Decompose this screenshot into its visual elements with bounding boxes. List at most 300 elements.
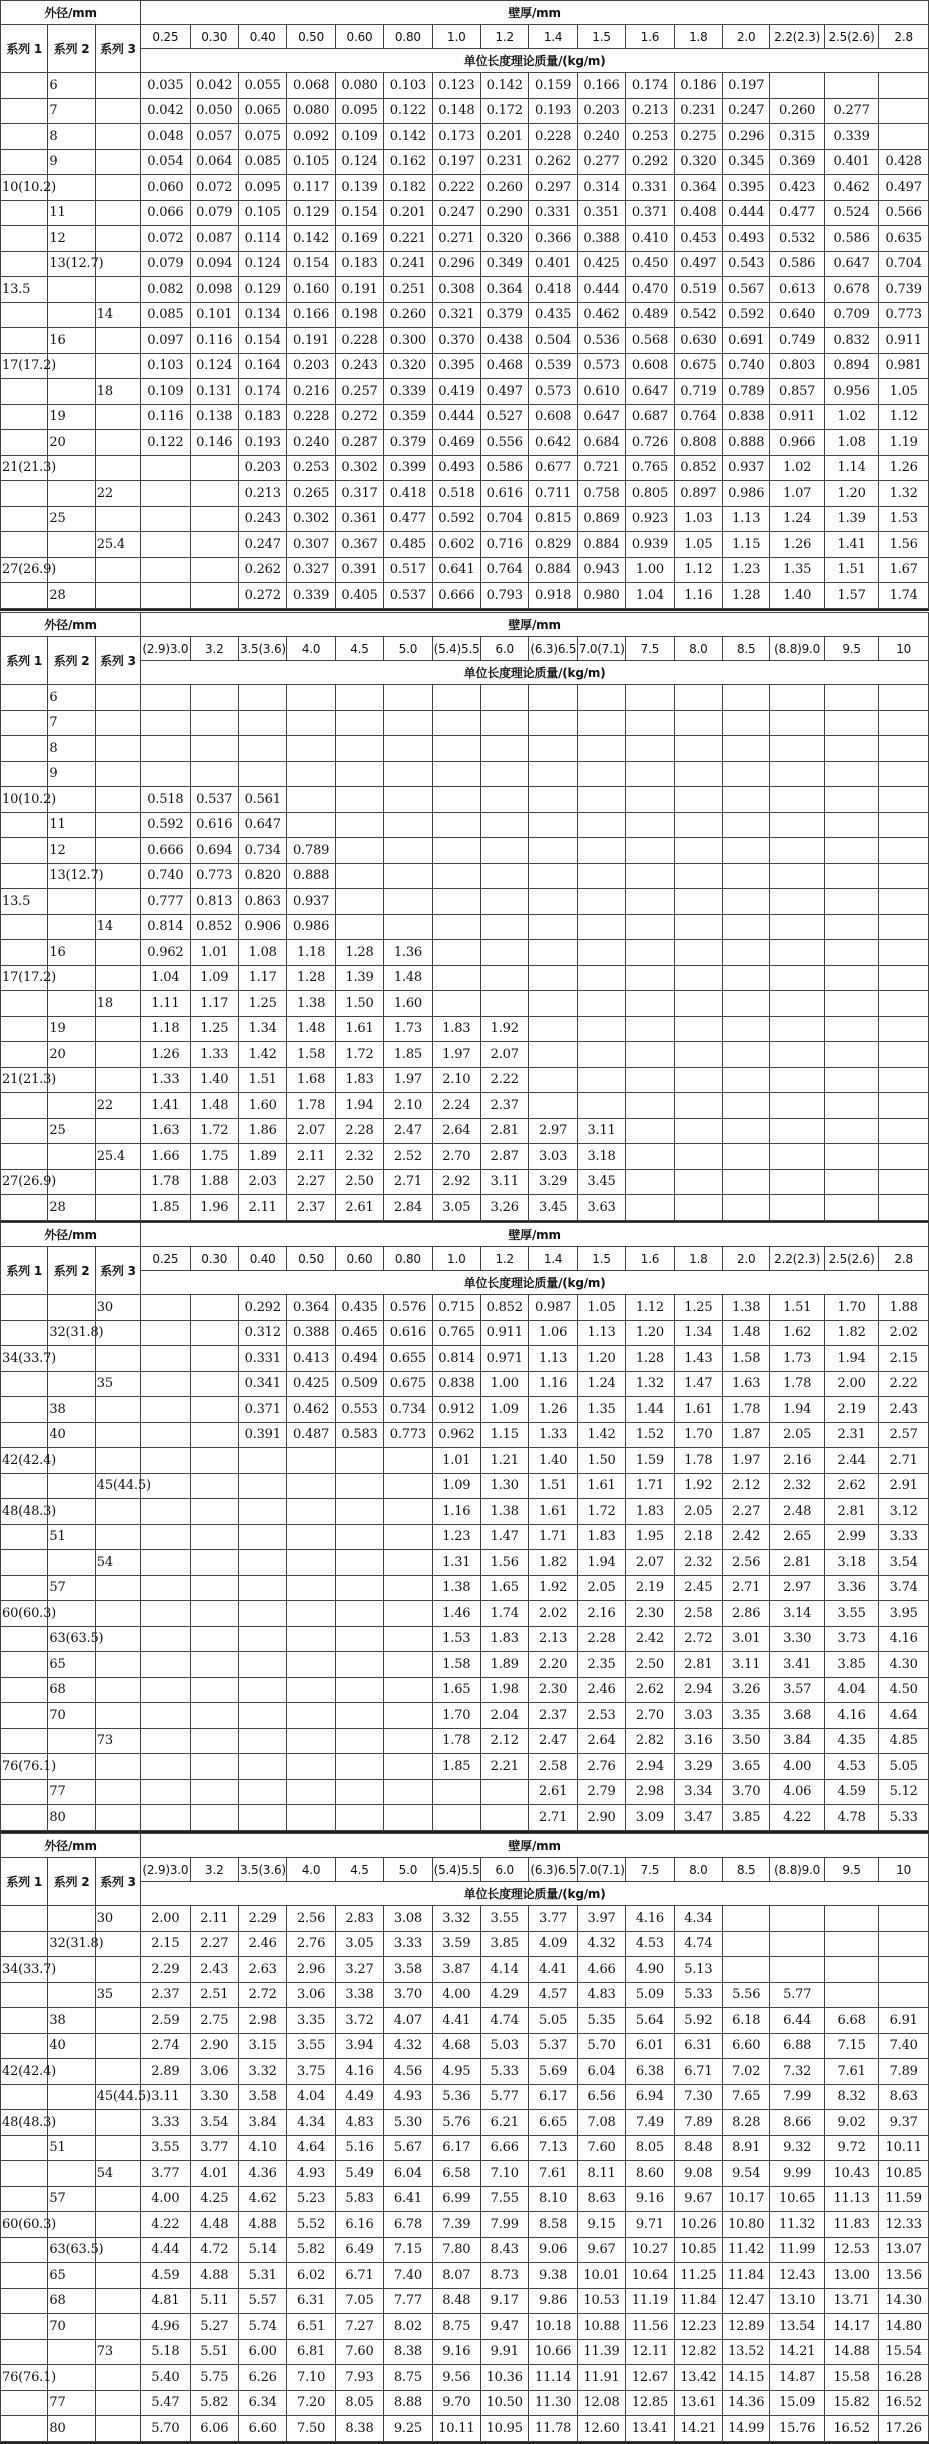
weight-value	[770, 685, 824, 711]
weight-value: 1.25	[190, 1016, 238, 1042]
series-3-diameter: 18	[95, 991, 140, 1017]
weight-value: 0.586	[770, 251, 824, 277]
weight-value	[723, 838, 770, 864]
weight-value: 5.14	[238, 2237, 286, 2263]
weight-value	[481, 787, 529, 813]
weight-value: 0.320	[674, 149, 722, 175]
series-1-diameter	[1, 2390, 48, 2416]
weight-value: 0.296	[723, 124, 770, 150]
weight-value	[335, 889, 383, 915]
weight-value: 3.65	[723, 1754, 770, 1780]
weight-value: 6.38	[626, 2059, 674, 2085]
weight-value: 0.260	[770, 98, 824, 124]
weight-value: 10.95	[481, 2416, 529, 2442]
weight-value: 1.16	[529, 1371, 577, 1397]
weight-value: 0.852	[674, 455, 722, 481]
weight-value: 1.56	[879, 532, 929, 558]
weight-value	[481, 710, 529, 736]
weight-value: 0.042	[190, 73, 238, 99]
weight-value: 9.47	[481, 2314, 529, 2340]
weight-value: 0.174	[626, 73, 674, 99]
weight-value: 3.16	[674, 1728, 722, 1754]
weight-value: 0.275	[674, 124, 722, 150]
weight-value: 0.302	[335, 455, 383, 481]
weight-value	[335, 1805, 383, 1831]
series-2-diameter	[48, 1093, 95, 1119]
weight-value: 0.418	[384, 481, 432, 507]
series-3-diameter	[95, 2390, 140, 2416]
weight-value: 1.85	[384, 1042, 432, 1068]
table-row	[1, 2339, 929, 2365]
weight-value	[384, 1601, 432, 1627]
weight-value: 3.36	[824, 1575, 878, 1601]
series-2-diameter: 20	[48, 1042, 95, 1068]
series-2-diameter: 77	[48, 1779, 95, 1805]
weight-value: 0.371	[238, 1397, 286, 1423]
weight-value: 15.58	[824, 2365, 878, 2391]
series-3-diameter: 22	[95, 1093, 140, 1119]
weight-value: 0.573	[529, 379, 577, 405]
wall-thickness-value: 0.80	[384, 25, 432, 49]
weight-value	[723, 1118, 770, 1144]
weight-value: 4.00	[432, 1982, 480, 2008]
weight-value: 2.70	[432, 1144, 480, 1170]
weight-value: 4.30	[879, 1652, 929, 1678]
table-section-b	[0, 612, 929, 1223]
weight-value: 5.23	[287, 2186, 335, 2212]
weight-value: 0.419	[432, 379, 480, 405]
series-2-diameter: 32(31.8)	[48, 1320, 95, 1346]
weight-value: 1.61	[674, 1397, 722, 1423]
weight-value: 0.425	[577, 251, 625, 277]
weight-value: 0.962	[432, 1422, 480, 1448]
weight-value: 3.63	[577, 1195, 625, 1221]
weight-value: 1.34	[674, 1320, 722, 1346]
weight-value: 2.37	[141, 1982, 190, 2008]
table-row	[1, 1093, 929, 1119]
weight-value	[384, 1805, 432, 1831]
weight-value: 12.53	[824, 2237, 878, 2263]
weight-value: 2.97	[529, 1118, 577, 1144]
weight-value	[577, 685, 625, 711]
weight-value: 0.369	[770, 149, 824, 175]
weight-value	[432, 838, 480, 864]
weight-value	[287, 812, 335, 838]
weight-value: 0.228	[335, 328, 383, 354]
weight-value: 2.27	[723, 1499, 770, 1525]
wall-thickness-value: 1.5	[577, 1247, 625, 1271]
weight-value: 3.29	[674, 1754, 722, 1780]
table-row	[1, 2365, 929, 2391]
weight-value	[674, 1144, 722, 1170]
weight-value: 8.48	[432, 2288, 480, 2314]
weight-value: 5.70	[577, 2033, 625, 2059]
weight-value: 10.18	[529, 2314, 577, 2340]
weight-value: 0.391	[238, 1422, 286, 1448]
weight-value: 0.331	[529, 200, 577, 226]
weight-value	[335, 1652, 383, 1678]
weight-value: 0.888	[723, 430, 770, 456]
weight-value: 2.15	[879, 1346, 929, 1372]
series-3-diameter	[95, 1703, 140, 1729]
weight-value	[529, 940, 577, 966]
weight-value: 11.42	[723, 2237, 770, 2263]
weight-value: 7.15	[384, 2237, 432, 2263]
weight-value: 1.96	[190, 1195, 238, 1221]
wall-thickness-value: 1.8	[674, 25, 722, 49]
weight-value: 2.59	[141, 2008, 190, 2034]
weight-value	[190, 1805, 238, 1831]
weight-value: 1.52	[626, 1422, 674, 1448]
weight-value: 4.66	[577, 1957, 625, 1983]
series-1-diameter	[1, 736, 48, 762]
weight-value: 0.981	[879, 353, 929, 379]
series-3-diameter: 14	[95, 914, 140, 940]
weight-value	[529, 965, 577, 991]
weight-value	[432, 710, 480, 736]
weight-value: 14.99	[723, 2416, 770, 2442]
weight-value: 6.16	[335, 2212, 383, 2238]
weight-value: 9.38	[529, 2263, 577, 2289]
weight-value	[384, 710, 432, 736]
weight-value: 0.694	[190, 838, 238, 864]
series-1-diameter	[1, 1931, 48, 1957]
weight-value	[287, 1601, 335, 1627]
series-1-diameter	[1, 1195, 48, 1221]
weight-value: 1.39	[824, 506, 878, 532]
table-row	[1, 1067, 929, 1093]
table-row	[1, 379, 929, 405]
weight-value: 1.48	[384, 965, 432, 991]
weight-value	[626, 991, 674, 1017]
weight-value: 0.349	[481, 251, 529, 277]
weight-value: 0.832	[824, 328, 878, 354]
weight-value: 2.61	[335, 1195, 383, 1221]
weight-value: 0.351	[577, 200, 625, 226]
wall-thickness-value: 0.60	[335, 25, 383, 49]
weight-value: 1.05	[674, 532, 722, 558]
weight-value: 0.302	[287, 506, 335, 532]
weight-value: 3.55	[824, 1601, 878, 1627]
table-row	[1, 1144, 929, 1170]
weight-value: 1.09	[432, 1473, 480, 1499]
weight-value: 4.09	[529, 1931, 577, 1957]
series-2-diameter: 65	[48, 1652, 95, 1678]
weight-value	[481, 940, 529, 966]
weight-value	[141, 685, 190, 711]
weight-value: 0.838	[723, 404, 770, 430]
weight-value	[723, 1042, 770, 1068]
weight-value	[287, 1448, 335, 1474]
weight-value	[238, 1703, 286, 1729]
weight-value: 0.213	[626, 98, 674, 124]
table-row	[1, 251, 929, 277]
weight-value: 2.91	[879, 1473, 929, 1499]
weight-value: 5.52	[287, 2212, 335, 2238]
weight-value: 0.616	[190, 812, 238, 838]
weight-value: 0.401	[824, 149, 878, 175]
weight-value	[674, 1118, 722, 1144]
weight-table	[0, 0, 929, 609]
weight-value	[384, 1524, 432, 1550]
table-row	[1, 940, 929, 966]
weight-value: 0.193	[238, 430, 286, 456]
weight-value	[481, 1779, 529, 1805]
weight-value: 3.27	[335, 1957, 383, 1983]
weight-value: 0.103	[141, 353, 190, 379]
weight-value	[723, 1016, 770, 1042]
weight-value: 0.290	[481, 200, 529, 226]
weight-value	[238, 1728, 286, 1754]
weight-value	[879, 1957, 929, 1983]
weight-value: 6.01	[626, 2033, 674, 2059]
weight-value: 0.131	[190, 379, 238, 405]
weight-value: 13.52	[723, 2339, 770, 2365]
weight-value: 1.32	[626, 1371, 674, 1397]
weight-value: 0.852	[481, 1295, 529, 1321]
series-1-diameter	[1, 430, 48, 456]
series-2-diameter	[48, 1728, 95, 1754]
weight-value	[141, 1448, 190, 1474]
weight-value: 5.37	[529, 2033, 577, 2059]
weight-value: 11.91	[577, 2365, 625, 2391]
weight-value	[141, 1550, 190, 1576]
table-row	[1, 2135, 929, 2161]
weight-value: 0.260	[384, 302, 432, 328]
series-1-diameter	[1, 1042, 48, 1068]
weight-value: 0.765	[626, 455, 674, 481]
wall-thickness-value: 10	[879, 637, 929, 661]
weight-value: 0.912	[432, 1397, 480, 1423]
series-1-diameter	[1, 2314, 48, 2340]
weight-value	[384, 1550, 432, 1576]
weight-value: 0.277	[824, 98, 878, 124]
weight-value: 3.35	[287, 2008, 335, 2034]
weight-value: 4.04	[824, 1677, 878, 1703]
weight-value	[723, 940, 770, 966]
weight-value: 7.61	[824, 2059, 878, 2085]
wall-thickness-value: 3.5(3.6)	[238, 637, 286, 661]
series-1-diameter	[1, 251, 48, 277]
table-row	[1, 175, 929, 201]
wall-thickness-value: 0.60	[335, 1247, 383, 1271]
weight-value: 5.75	[190, 2365, 238, 2391]
weight-value: 0.939	[626, 532, 674, 558]
table-row	[1, 736, 929, 762]
series-3-diameter	[95, 2288, 140, 2314]
weight-value: 1.58	[432, 1652, 480, 1678]
weight-value: 1.97	[723, 1448, 770, 1474]
header-row	[1, 613, 929, 637]
series-1-diameter	[1, 1118, 48, 1144]
series-2-diameter: 38	[48, 1397, 95, 1423]
weight-value: 2.70	[626, 1703, 674, 1729]
weight-value: 1.08	[824, 430, 878, 456]
weight-value: 0.764	[481, 557, 529, 583]
weight-value: 4.88	[190, 2263, 238, 2289]
weight-value: 2.81	[770, 1550, 824, 1576]
weight-value: 0.542	[674, 302, 722, 328]
weight-value: 4.10	[238, 2135, 286, 2161]
weight-value: 4.04	[287, 2084, 335, 2110]
weight-value: 2.76	[287, 1931, 335, 1957]
weight-value	[287, 1499, 335, 1525]
weight-value	[674, 991, 722, 1017]
weight-value: 1.02	[824, 404, 878, 430]
weight-value	[824, 787, 878, 813]
weight-value	[824, 761, 878, 787]
weight-value: 2.71	[723, 1575, 770, 1601]
weight-value: 2.51	[190, 1982, 238, 2008]
series-1-diameter	[1, 2008, 48, 2034]
weight-value: 3.01	[723, 1626, 770, 1652]
weight-value: 0.142	[384, 124, 432, 150]
table-row	[1, 1703, 929, 1729]
weight-value: 0.734	[238, 838, 286, 864]
weight-value: 0.186	[674, 73, 722, 99]
weight-value: 0.462	[824, 175, 878, 201]
weight-value	[674, 914, 722, 940]
weight-value: 0.536	[577, 328, 625, 354]
series-3-diameter	[95, 1575, 140, 1601]
table-row	[1, 914, 929, 940]
weight-value: 1.92	[529, 1575, 577, 1601]
table-row	[1, 1550, 929, 1576]
weight-value	[626, 965, 674, 991]
weight-value	[190, 1295, 238, 1321]
weight-value: 0.054	[141, 149, 190, 175]
weight-value	[190, 1524, 238, 1550]
table-row	[1, 2084, 929, 2110]
weight-value: 0.773	[384, 1422, 432, 1448]
weight-value: 2.07	[481, 1042, 529, 1068]
weight-value: 0.191	[287, 328, 335, 354]
weight-value: 2.28	[577, 1626, 625, 1652]
weight-value: 1.83	[335, 1067, 383, 1093]
weight-value: 0.114	[238, 226, 286, 252]
weight-value: 0.388	[577, 226, 625, 252]
table-row	[1, 1982, 929, 2008]
weight-value: 0.641	[432, 557, 480, 583]
weight-value	[824, 812, 878, 838]
series-1-diameter	[1, 1906, 48, 1932]
weight-value: 13.56	[879, 2263, 929, 2289]
weight-value	[141, 1626, 190, 1652]
weight-value	[238, 736, 286, 762]
weight-value: 2.48	[770, 1499, 824, 1525]
weight-value: 2.56	[287, 1906, 335, 1932]
weight-value: 9.37	[879, 2110, 929, 2136]
weight-value	[141, 532, 190, 558]
series-3-diameter	[95, 2314, 140, 2340]
weight-value: 1.50	[335, 991, 383, 1017]
weight-value: 0.518	[141, 787, 190, 813]
series-1-diameter: 17(17.2)	[1, 353, 48, 379]
weight-value: 2.16	[770, 1448, 824, 1474]
weight-value: 2.61	[529, 1779, 577, 1805]
series-3-diameter	[95, 1016, 140, 1042]
weight-value	[674, 787, 722, 813]
weight-value: 4.22	[141, 2212, 190, 2238]
weight-value: 0.097	[141, 328, 190, 354]
weight-value: 0.169	[335, 226, 383, 252]
weight-value	[481, 991, 529, 1017]
weight-value: 2.72	[674, 1626, 722, 1652]
table-row	[1, 124, 929, 150]
weight-value: 1.33	[141, 1067, 190, 1093]
weight-value: 4.00	[770, 1754, 824, 1780]
weight-value: 1.47	[674, 1371, 722, 1397]
weight-value: 1.51	[529, 1473, 577, 1499]
weight-value: 4.85	[879, 1728, 929, 1754]
weight-value: 7.02	[723, 2059, 770, 2085]
weight-value	[824, 1016, 878, 1042]
weight-value: 0.297	[529, 175, 577, 201]
series-1-diameter	[1, 506, 48, 532]
weight-value	[824, 710, 878, 736]
series-1-diameter	[1, 838, 48, 864]
weight-value: 0.262	[529, 149, 577, 175]
weight-value: 5.27	[190, 2314, 238, 2340]
weight-value: 4.36	[238, 2161, 286, 2187]
weight-value: 0.182	[384, 175, 432, 201]
weight-value	[674, 1016, 722, 1042]
table-row	[1, 1575, 929, 1601]
weight-value	[141, 1779, 190, 1805]
weight-value	[481, 889, 529, 915]
weight-value	[287, 1779, 335, 1805]
weight-value: 1.28	[626, 1346, 674, 1372]
weight-value: 0.640	[770, 302, 824, 328]
weight-value	[141, 481, 190, 507]
weight-value: 5.64	[626, 2008, 674, 2034]
table-row	[1, 838, 929, 864]
weight-value	[335, 1550, 383, 1576]
weight-table	[0, 612, 929, 1221]
series-3-diameter	[95, 2263, 140, 2289]
weight-value: 3.15	[238, 2033, 286, 2059]
series-1-diameter: 48(48.3)	[1, 1499, 48, 1525]
weight-value	[674, 863, 722, 889]
table-row	[1, 991, 929, 1017]
weight-value: 2.10	[384, 1093, 432, 1119]
series-2-diameter	[48, 1982, 95, 2008]
weight-value	[879, 710, 929, 736]
series-2-diameter: 6	[48, 685, 95, 711]
series-1-diameter	[1, 1144, 48, 1170]
weight-value: 3.09	[626, 1805, 674, 1831]
weight-value	[141, 1320, 190, 1346]
weight-value: 4.34	[287, 2110, 335, 2136]
weight-value: 0.164	[238, 353, 286, 379]
weight-value	[384, 914, 432, 940]
weight-value: 0.388	[287, 1320, 335, 1346]
weight-value: 11.19	[626, 2288, 674, 2314]
weight-value: 0.838	[432, 1371, 480, 1397]
series-1-diameter	[1, 710, 48, 736]
series-2-diameter: 77	[48, 2390, 95, 2416]
weight-value	[770, 1067, 824, 1093]
weight-value: 8.02	[384, 2314, 432, 2340]
table-row	[1, 557, 929, 583]
weight-value	[674, 1067, 722, 1093]
weight-value: 0.247	[723, 98, 770, 124]
wall-thickness-value: (2.9)3.0	[141, 637, 190, 661]
weight-value: 2.57	[879, 1422, 929, 1448]
weight-value: 4.59	[141, 2263, 190, 2289]
weight-value: 2.04	[481, 1703, 529, 1729]
weight-value: 3.38	[335, 1982, 383, 2008]
